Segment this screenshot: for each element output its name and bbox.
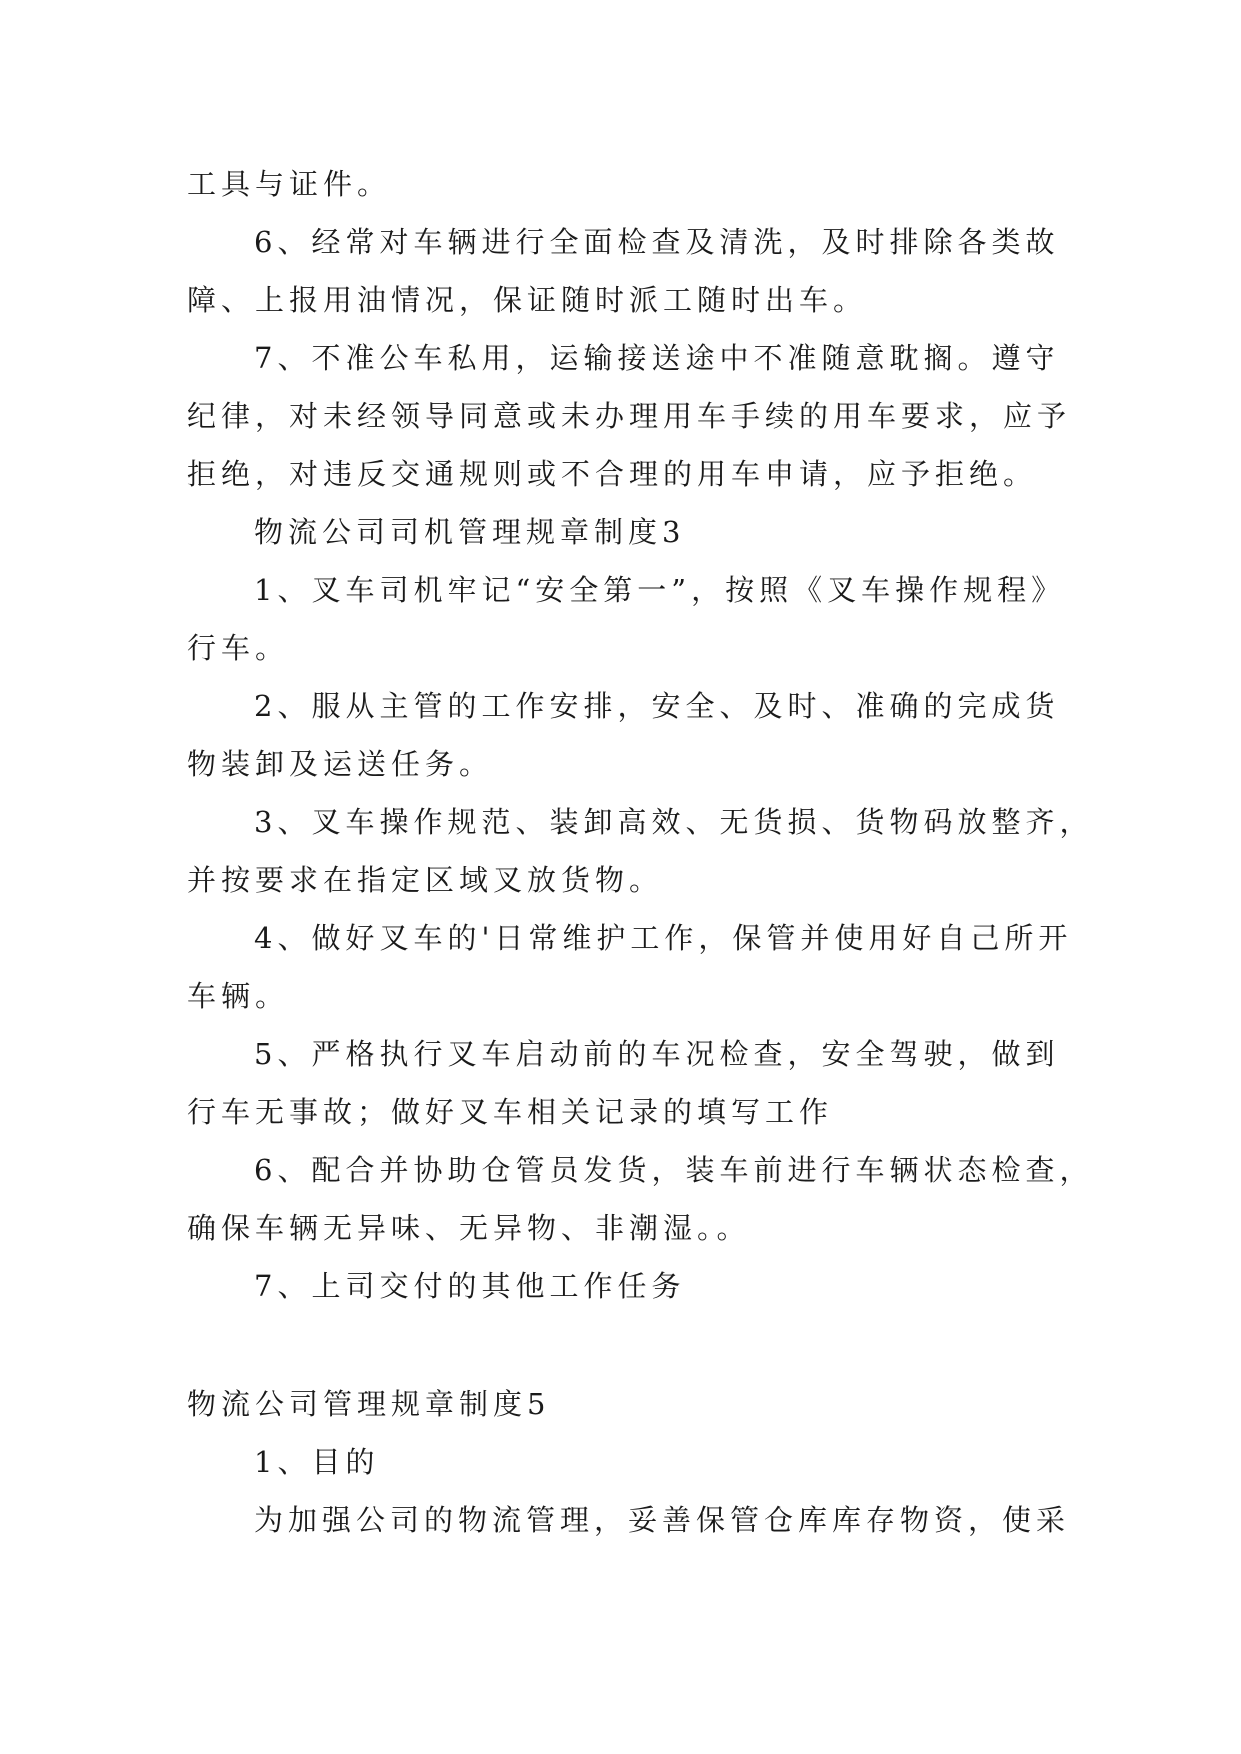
- text-line: 7、不准公车私用，运输接送途中不准随意耽搁。遵守: [254, 341, 1060, 375]
- text-line: 行车。: [187, 631, 290, 665]
- text-line: 拒绝，对违反交通规则或不合理的用车申请，应予拒绝。: [187, 457, 1038, 491]
- text-line: 车辆。: [187, 979, 290, 1013]
- text-line: 5、严格执行叉车启动前的车况检查，安全驾驶，做到: [254, 1037, 1060, 1071]
- text-line: 为加强公司的物流管理，妥善保管仓库库存物资，使采: [254, 1503, 1071, 1537]
- text-line: 3、叉车操作规范、装卸高效、无货损、货物码放整齐，: [254, 805, 1094, 839]
- section-heading: 物流公司司机管理规章制度3: [254, 515, 686, 549]
- text-line: 物装卸及运送任务。: [187, 747, 494, 781]
- text-line: 障、上报用油情况，保证随时派工随时出车。: [187, 283, 868, 317]
- text-line: 2、服从主管的工作安排，安全、及时、准确的完成货: [254, 689, 1060, 723]
- text-line: 6、经常对车辆进行全面检查及清洗，及时排除各类故: [254, 225, 1060, 259]
- text-line: 7、上司交付的其他工作任务: [254, 1269, 686, 1303]
- text-line: 工具与证件。: [187, 167, 392, 201]
- text-line: 纪律，对未经领导同意或未办理用车手续的用车要求，应予: [187, 399, 1072, 433]
- text-line: 行车无事故；做好叉车相关记录的填写工作: [187, 1095, 834, 1129]
- text-line: 并按要求在指定区域叉放货物。: [187, 863, 664, 897]
- text-line: 1、目的: [254, 1445, 380, 1479]
- text-line: 确保车辆无异味、无异物、非潮湿。。: [187, 1211, 751, 1245]
- section-heading: 物流公司管理规章制度5: [187, 1387, 551, 1421]
- text-line: 1、叉车司机牢记“安全第一”，按照《叉车操作规程》: [254, 573, 1066, 607]
- text-line: 4、做好叉车的'日常维护工作，保管并使用好自己所开: [254, 921, 1073, 955]
- text-line: 6、配合并协助仓管员发货，装车前进行车辆状态检查，: [254, 1153, 1094, 1187]
